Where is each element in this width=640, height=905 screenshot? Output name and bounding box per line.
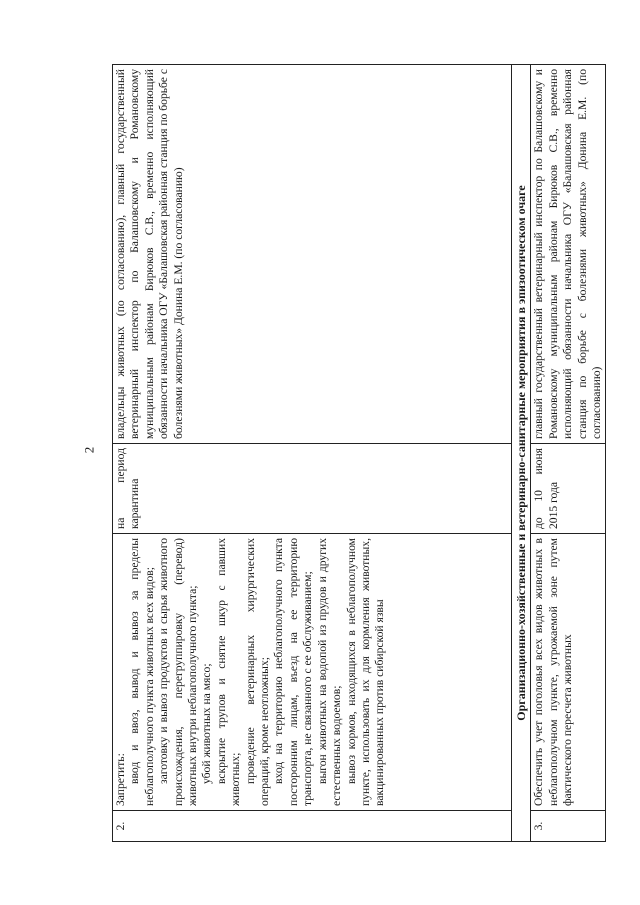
table-row (531, 65, 606, 842)
action-item: вывоз кормов, находящихся в неблагополучном пункте, использовать их для кормления животных, вакцинированных против сибирской язвы (344, 538, 387, 806)
term-cell: до 10 июня 2015 года (531, 444, 606, 534)
action-cell (113, 534, 512, 811)
action-item: проведение ветеринарных хирургических операций, кроме неотложных; (243, 538, 272, 806)
section-header-row (512, 65, 531, 842)
term-cell: на период карантина (113, 444, 512, 534)
action-title: Запретить: (114, 753, 127, 806)
row-number: 2. (113, 811, 512, 842)
action-item: ввод и ввоз, вывод и вывоз за пределы неблагополучного пункта животных всех видов; (128, 538, 156, 806)
page-number: 2 (81, 446, 97, 454)
action-cell: Обеспечить учет поголовья всех видов животных в неблагополучном пункте, угрожаемой зоне путем фактического пересчета животных (531, 534, 606, 811)
section-title: Организационно-хозяйственные и ветеринарно-санитарные мероприятия в эпизоотическом очаге (512, 65, 531, 842)
action-item: вскрытие трупов и снятие шкур с павших животных; (214, 538, 243, 806)
responsible-cell: главный государственный ветеринарный инспектор по Балашовскому и Романовскому муниципальным районам Бирюков С.В., временно исполняющий обязанности начальника ОГУ «Балашовская районная станция по борьбе с болезнями животных» Донина Е.М. (по согласованию) (531, 65, 606, 444)
action-item: выгон животных на водопой из прудов и других естественных водоемов; (315, 538, 344, 806)
table-row (113, 65, 512, 842)
action-item: вход на территорию неблагополучного пункта посторонним лицам, въезд на ее территорию транспорта, не связанного с ее обслуживанием; (272, 538, 315, 806)
action-item: заготовку и вывоз продуктов и сырья животного происхождения, перегруппировку (перевод) животных внутри неблагополучного пункта; (157, 538, 200, 806)
measures-table (112, 64, 606, 842)
action-item: убой животных на мясо; (200, 663, 214, 784)
row-number: 3. (531, 811, 606, 842)
responsible-cell: владельцы животных (по согласованию), главный государственный ветеринарный инспектор по Балашовскому и Романовскому муниципальным районам Бирюков С.В., временно исполняющий обязанности начальника ОГУ «Балашовская районная станция по борьбе с болезнями животных» Донина Е.М. (по согласованию) (113, 65, 512, 444)
rotated-page (112, 65, 604, 842)
